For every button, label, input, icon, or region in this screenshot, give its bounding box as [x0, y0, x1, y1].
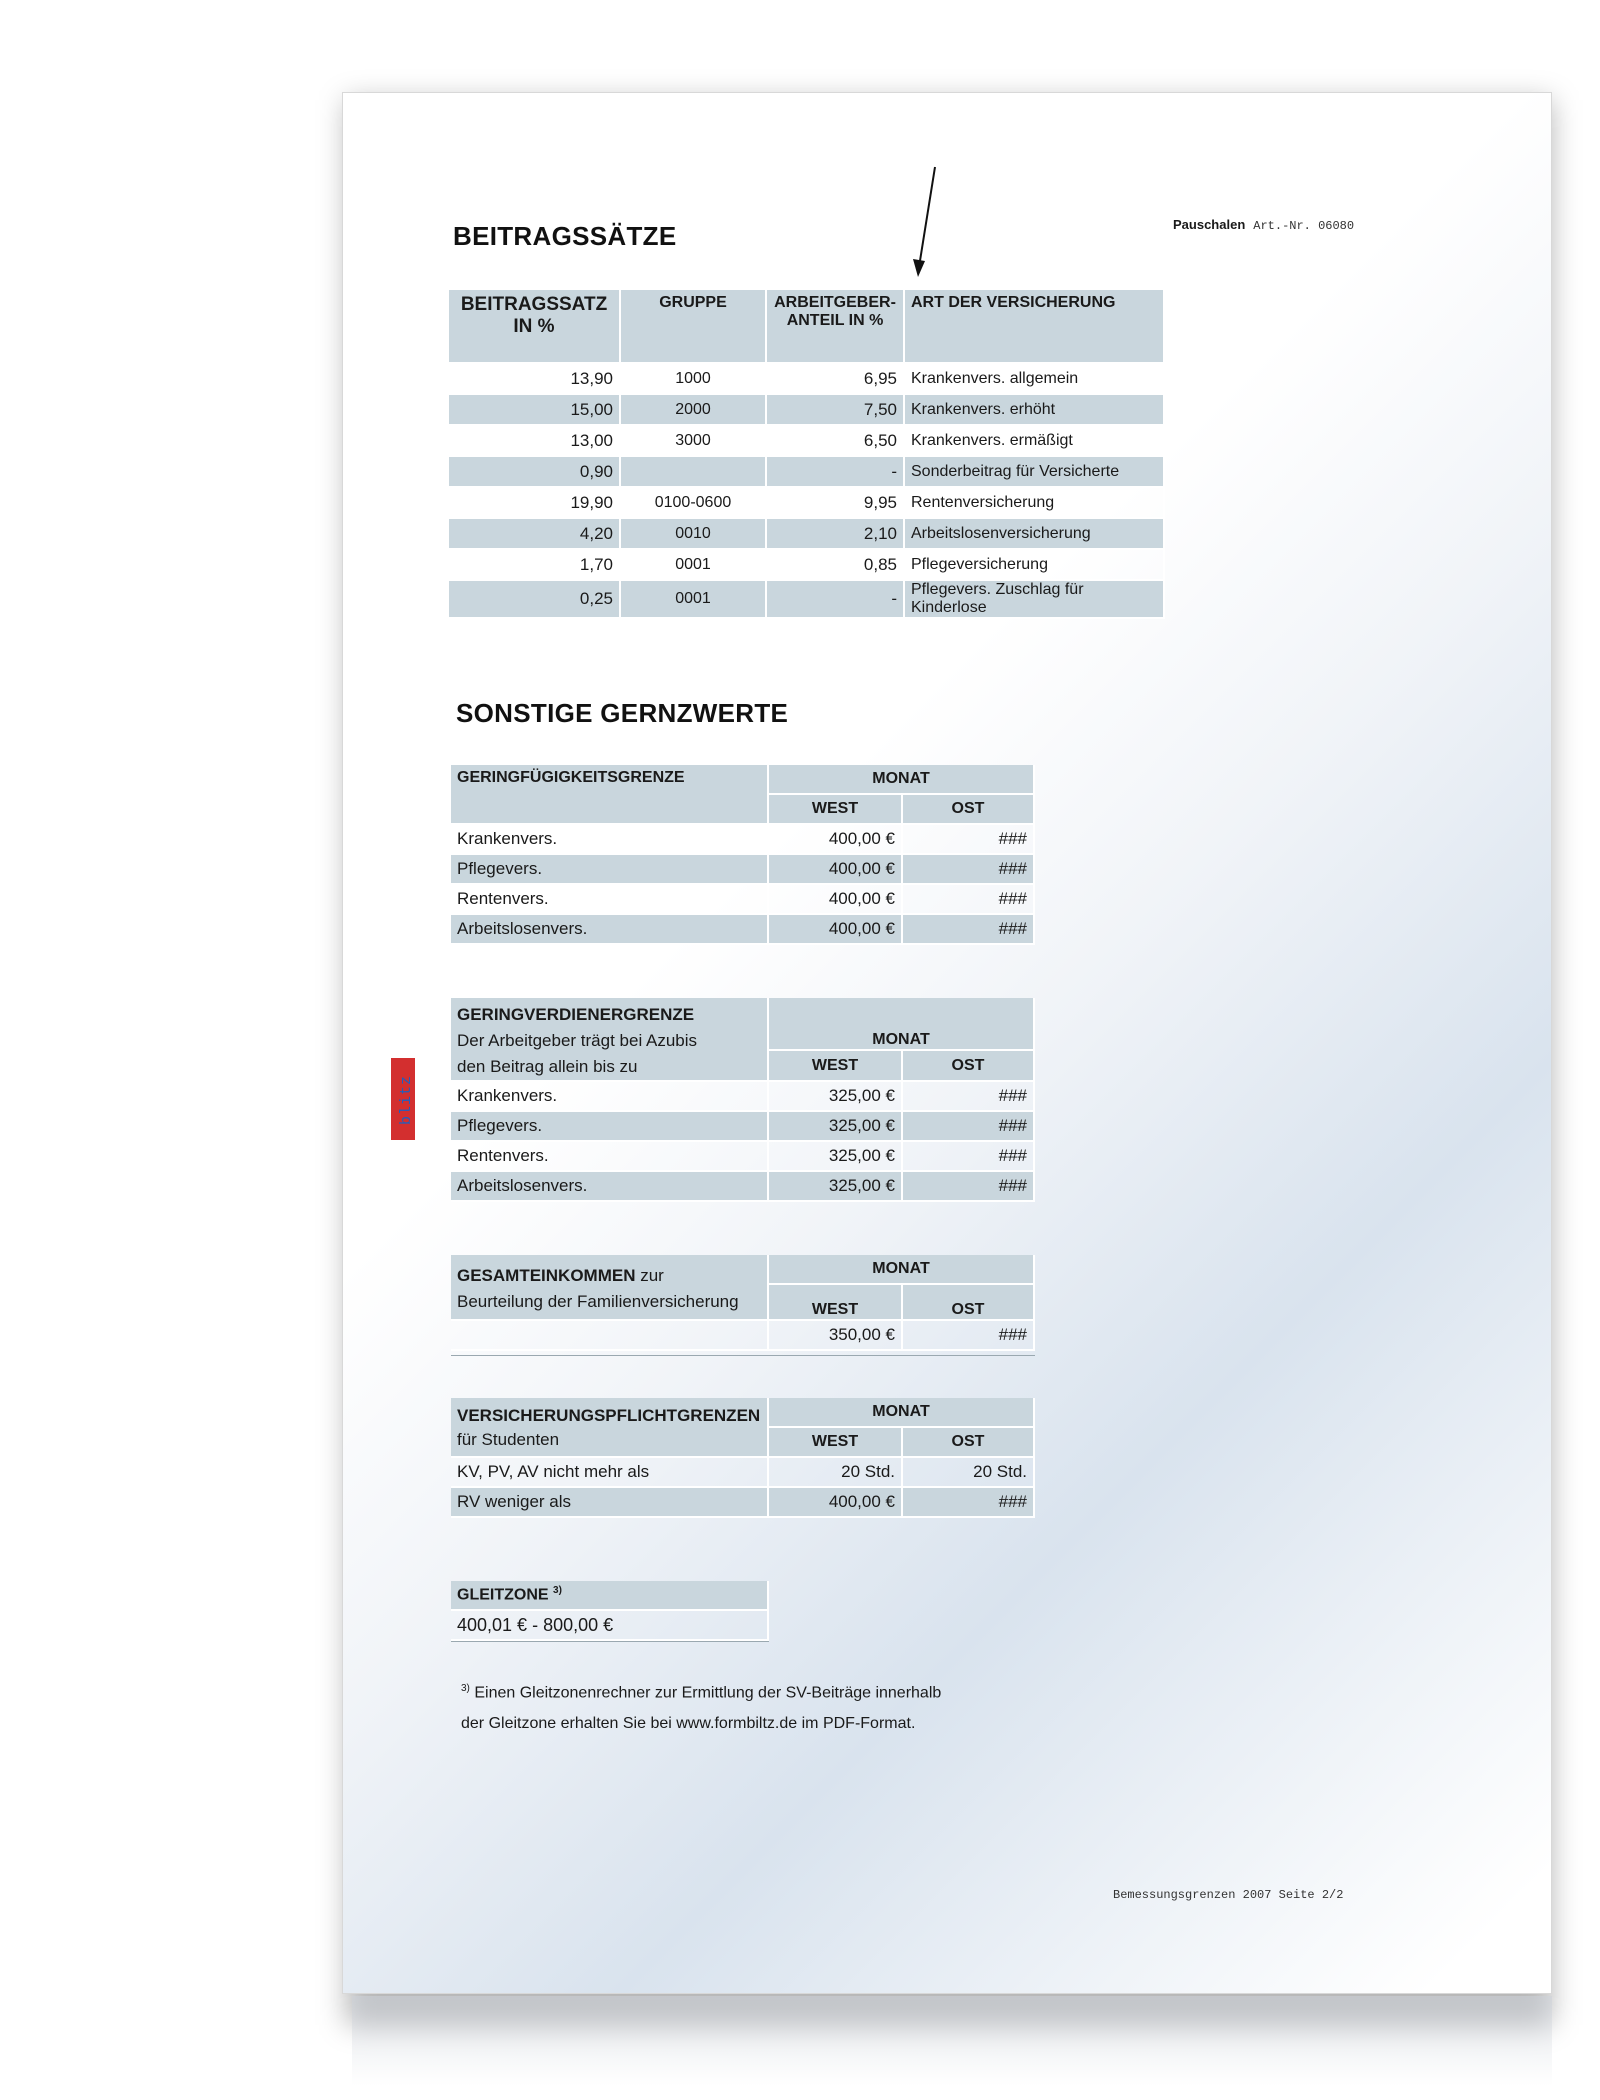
- ost-value: ###: [903, 1488, 1035, 1518]
- row-label: Arbeitslosenvers.: [451, 915, 769, 945]
- west-value: 325,00 €: [769, 1172, 903, 1202]
- geringverdiener-title: GERINGVERDIENERGRENZE: [457, 1005, 695, 1024]
- col-header-art: ART DER VERSICHERUNG: [905, 290, 1165, 364]
- satz-cell: 4,20: [449, 519, 621, 550]
- gleitzone-value: 400,01 € - 800,00 €: [451, 1611, 769, 1641]
- gleitzone-table: [451, 1581, 769, 1641]
- ost-value: ###: [903, 1082, 1035, 1112]
- geringverdiener-header-cell: [451, 998, 769, 1082]
- row-label: Pflegevers.: [451, 855, 769, 885]
- row-label: KV, PV, AV nicht mehr als: [451, 1458, 769, 1488]
- art-cell: Pflegeversicherung: [905, 550, 1165, 581]
- art-nr: Art.-Nr. 06080: [1253, 219, 1355, 233]
- west-value: 400,00 €: [769, 1488, 903, 1518]
- gleitzone-title: GLEITZONE: [457, 1586, 549, 1604]
- table-row: [451, 1488, 1035, 1518]
- west-value: 400,00 €: [769, 855, 903, 885]
- gesamteinkommen-header-cell: [451, 1255, 769, 1321]
- gesamteinkommen-sub: Beurteilung der Familienversicherung: [457, 1292, 739, 1311]
- anteil-cell: 2,10: [767, 519, 905, 550]
- ost-value: ###: [903, 1142, 1035, 1172]
- gesamteinkommen-title-rest: zur: [635, 1266, 664, 1285]
- logo-text: [394, 1057, 418, 1207]
- west-header: WEST: [769, 795, 903, 825]
- ost-header: OST: [903, 1051, 1035, 1082]
- versicherungspflicht-header-cell: [451, 1398, 769, 1458]
- satz-cell: 13,00: [449, 426, 621, 457]
- satz-cell: 0,90: [449, 457, 621, 488]
- art-cell: Sonderbeitrag für Versicherte: [905, 457, 1165, 488]
- versicherungspflicht-sub: für Studenten: [457, 1430, 560, 1449]
- table-row: [449, 395, 1165, 426]
- ost-value: ###: [903, 1112, 1035, 1142]
- logo-part2: blitz: [398, 1074, 415, 1125]
- row-label: Rentenvers.: [451, 885, 769, 915]
- gruppe-cell: 0100-0600: [621, 488, 767, 519]
- satz-cell: 13,90: [449, 364, 621, 395]
- ost-value: ###: [903, 885, 1035, 915]
- satz-cell: 19,90: [449, 488, 621, 519]
- west-value: 325,00 €: [769, 1142, 903, 1172]
- ost-value: ###: [903, 1321, 1035, 1351]
- west-header: WEST: [769, 1051, 903, 1082]
- anteil-cell: 7,50: [767, 395, 905, 426]
- gruppe-cell: 2000: [621, 395, 767, 426]
- table-row: [449, 364, 1165, 395]
- art-cell: Krankenvers. ermäßigt: [905, 426, 1165, 457]
- table-row: [449, 457, 1165, 488]
- table-row: [449, 581, 1165, 619]
- table-row: [451, 1112, 1035, 1142]
- row-label: Pflegevers.: [451, 1112, 769, 1142]
- divider: [451, 1641, 769, 1642]
- west-value: 400,00 €: [769, 915, 903, 945]
- gruppe-cell: 0010: [621, 519, 767, 550]
- art-cell: Rentenversicherung: [905, 488, 1165, 519]
- west-value: 20 Std.: [769, 1458, 903, 1488]
- table-row: [451, 855, 1035, 885]
- anteil-cell: 6,95: [767, 364, 905, 395]
- art-cell: Krankenvers. erhöht: [905, 395, 1165, 426]
- west-value: 400,00 €: [769, 825, 903, 855]
- page-content: [343, 93, 1551, 1993]
- ost-header: OST: [903, 1285, 1035, 1321]
- ost-value: ###: [903, 915, 1035, 945]
- article-number: [1173, 217, 1354, 233]
- art-cell: Pflegevers. Zuschlag für Kinderlose: [905, 581, 1165, 619]
- table-row: [451, 1458, 1035, 1488]
- gruppe-cell: [621, 457, 767, 488]
- table-row: [449, 550, 1165, 581]
- ost-header: OST: [903, 795, 1035, 825]
- gruppe-cell: 1000: [621, 364, 767, 395]
- footnote-marker: 3): [461, 1683, 470, 1694]
- table-row: [451, 825, 1035, 855]
- sonstige-title: SONSTIGE GERNZWERTE: [456, 698, 789, 728]
- document-page: [342, 92, 1552, 1994]
- monat-header: MONAT: [769, 1398, 1035, 1428]
- gruppe-cell: 3000: [621, 426, 767, 457]
- beitragssaetze-table: [449, 290, 1165, 619]
- gleitzone-sup: 3): [553, 1585, 562, 1597]
- row-label: Rentenvers.: [451, 1142, 769, 1172]
- monat-header: MONAT: [769, 765, 1035, 795]
- page-reflection: [352, 1996, 1552, 2086]
- anteil-cell: 6,50: [767, 426, 905, 457]
- satz-cell: 0,25: [449, 581, 621, 619]
- footnote-line1: [461, 1683, 941, 1702]
- west-header: WEST: [769, 1428, 903, 1458]
- anteil-cell: -: [767, 457, 905, 488]
- gesamteinkommen-title: GESAMTEINKOMMEN: [457, 1266, 636, 1285]
- anteil-cell: 9,95: [767, 488, 905, 519]
- west-value: 325,00 €: [769, 1082, 903, 1112]
- formblitz-logo: [391, 1058, 415, 1208]
- gruppe-cell: 0001: [621, 581, 767, 619]
- table-row: [451, 885, 1035, 915]
- monat-header: MONAT: [769, 1255, 1035, 1285]
- table-row: [451, 1082, 1035, 1112]
- satz-cell: 1,70: [449, 550, 621, 581]
- ost-value: ###: [903, 1172, 1035, 1202]
- ost-header: OST: [903, 1428, 1035, 1458]
- table-header-row: [449, 290, 1165, 364]
- table-row: [451, 1142, 1035, 1172]
- anteil-cell: 0,85: [767, 550, 905, 581]
- table-row: [451, 1321, 1035, 1351]
- footnote-text1: Einen Gleitzonenrechner zur Ermittlung der SV-Beiträge innerhalb: [474, 1684, 942, 1702]
- geringfuegigkeit-table: [451, 765, 1035, 945]
- gruppe-cell: 0001: [621, 550, 767, 581]
- col-header-satz: BEITRAGSSATZ IN %: [449, 290, 621, 364]
- pauschalen-label: Pauschalen: [1173, 217, 1246, 232]
- anteil-cell: -: [767, 581, 905, 619]
- ost-value: 20 Std.: [903, 1458, 1035, 1488]
- geringverdiener-table: [451, 998, 1035, 1202]
- row-label: Krankenvers.: [451, 1082, 769, 1112]
- table-row: [449, 519, 1165, 550]
- arrow-icon: [903, 163, 943, 283]
- logo-part1: FORM: [397, 1148, 414, 1197]
- table-row: [449, 426, 1165, 457]
- art-cell: Krankenvers. allgemein: [905, 364, 1165, 395]
- satz-cell: 15,00: [449, 395, 621, 426]
- table-row: [449, 488, 1165, 519]
- table-row: [451, 915, 1035, 945]
- gesamteinkommen-table: [451, 1255, 1035, 1351]
- ost-value: ###: [903, 825, 1035, 855]
- divider: [451, 1355, 1035, 1356]
- empty-cell: [451, 1321, 769, 1351]
- geringverdiener-sub2: den Beitrag allein bis zu: [457, 1057, 638, 1076]
- west-value: 400,00 €: [769, 885, 903, 915]
- page-footer: Bemessungsgrenzen 2007 Seite 2/2: [1113, 1888, 1344, 1902]
- gleitzone-title-cell: [451, 1581, 769, 1611]
- beitragssaetze-title: BEITRAGSSÄTZE: [453, 221, 677, 251]
- monat-header: MONAT: [769, 998, 1035, 1051]
- ost-value: ###: [903, 855, 1035, 885]
- col-header-gruppe: GRUPPE: [621, 290, 767, 364]
- row-label: Krankenvers.: [451, 825, 769, 855]
- geringverdiener-sub1: Der Arbeitgeber trägt bei Azubis: [457, 1031, 698, 1050]
- col-header-anteil: ARBEITGEBER-ANTEIL IN %: [767, 290, 905, 364]
- versicherungspflicht-table: [451, 1398, 1035, 1518]
- geringfuegigkeit-title: GERINGFÜGIGKEITSGRENZE: [451, 765, 769, 825]
- west-value: 350,00 €: [769, 1321, 903, 1351]
- footnote-line2: der Gleitzone erhalten Sie bei www.formbiltz.de im PDF-Format.: [461, 1715, 916, 1732]
- versicherungspflicht-title: VERSICHERUNGSPFLICHTGRENZEN: [457, 1406, 761, 1425]
- west-value: 325,00 €: [769, 1112, 903, 1142]
- row-label: Arbeitslosenvers.: [451, 1172, 769, 1202]
- row-label: RV weniger als: [451, 1488, 769, 1518]
- art-cell: Arbeitslosenversicherung: [905, 519, 1165, 550]
- table-row: [451, 1172, 1035, 1202]
- west-header: WEST: [769, 1285, 903, 1321]
